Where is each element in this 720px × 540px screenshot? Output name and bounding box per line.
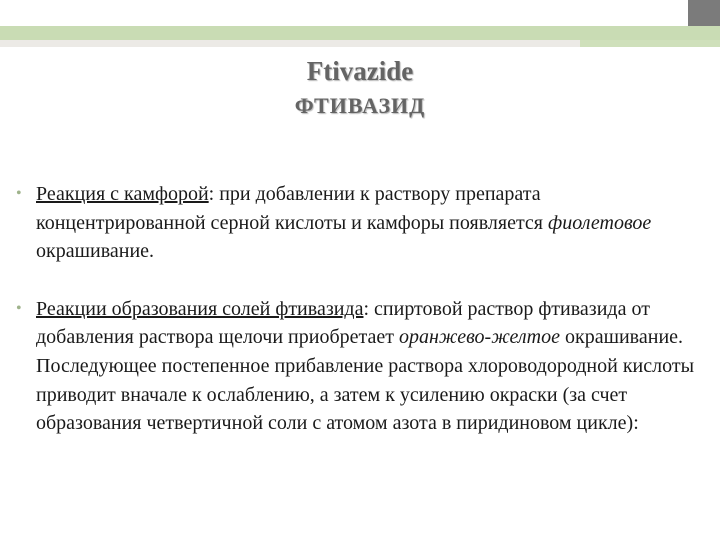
bullet-text [36, 180, 696, 266]
slide-title [0, 56, 720, 126]
bullet-body-a: : спиртовой раствор фтивазида от добавления раствора щелочи приобретает [36, 297, 650, 349]
bullet-body-b: окрашивание. [36, 240, 155, 263]
bullet-item [16, 180, 696, 266]
bullet-emphasis: фиолетовое [548, 211, 652, 234]
top-green-band [0, 26, 720, 40]
title-latin: Ftivazide [306, 56, 414, 86]
bullet-dot-icon: • [16, 185, 22, 202]
slide-content [16, 180, 696, 467]
bullet-heading: Реакция с камфорой [36, 183, 209, 205]
bullet-heading: Реакции образования солей фтивазида [36, 297, 364, 320]
top-right-dark-bar [688, 0, 720, 26]
bullet-text [36, 295, 696, 438]
top-grey-line [0, 40, 580, 47]
bullet-emphasis: оранжево-желтое [399, 326, 560, 349]
top-green-line [580, 40, 720, 47]
bullet-dot-icon: • [16, 299, 22, 317]
title-cyrillic: ФТИВАЗИД [294, 93, 426, 118]
bullet-item [16, 295, 696, 438]
bullet-body-a: : при добавлении к раствору препарата концентрированной серной кислоты и камфоры появляется [36, 183, 549, 234]
bullet-body-b: окрашивание. Последующее постепенное прибавление раствора хлороводородной кислоты приводит вначале к ослаблению, а затем к усилению окраски (за счет образования четвертичной соли с атомом азота в пиридиновом цикле): [36, 326, 695, 435]
